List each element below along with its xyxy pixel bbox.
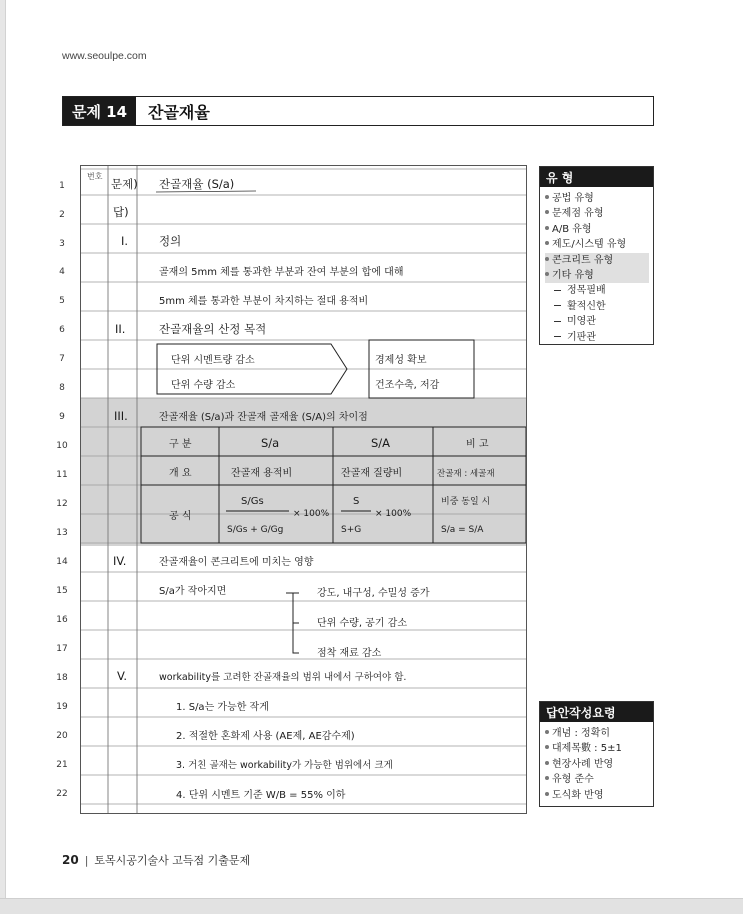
table-row2-label: 공 식 [169, 511, 192, 522]
dash-icon [554, 290, 561, 291]
table-row1-remark: 잔골재 : 세골재 [437, 469, 495, 479]
purpose-result-1: 경제성 확보 [375, 355, 427, 366]
row-number: 5 [59, 296, 65, 306]
guide-list [540, 722, 653, 807]
bullet-icon [545, 776, 549, 780]
problem-number: 문제 14 [63, 97, 136, 125]
type-item: A/B 유형 [545, 222, 649, 237]
row-number: 21 [56, 760, 68, 770]
section-5-number: V. [117, 669, 128, 683]
dash-icon [554, 305, 561, 306]
dash-icon [554, 336, 561, 337]
guideline-4: 4. 단위 시멘트 기준 W/B = 55% 이하 [176, 790, 346, 801]
table-header-remark: 비 고 [466, 439, 489, 450]
row-number: 12 [56, 499, 68, 509]
bullet-icon [545, 761, 549, 765]
type-list [540, 187, 653, 349]
table-row1-label: 개 요 [169, 468, 192, 479]
bullet-icon [545, 210, 549, 214]
section-3-title: 잔골재율 (S/a)과 잔골재 골재율 (S/A)의 차이점 [159, 412, 368, 423]
section-3-number: III. [114, 409, 128, 423]
purpose-item-1: 단위 시멘트량 감소 [171, 355, 255, 366]
guide-item: 개념 : 정확히 [545, 726, 649, 741]
guide-box-title: 답안작성요령 [540, 702, 653, 722]
type-box [539, 166, 654, 345]
page-bottom-edge [0, 898, 743, 914]
row-number: 4 [59, 267, 65, 277]
guide-item: 현장사례 반영 [545, 757, 649, 772]
row-number: 10 [56, 441, 68, 451]
row-number: 7 [59, 354, 65, 364]
type-item: 공법 유형 [545, 191, 649, 206]
guideline-2: 2. 적절한 혼화제 사용 (AE제, AE감수제) [176, 731, 355, 742]
effect-result-2: 단위 수량, 공기 감소 [317, 618, 407, 629]
table-header-category: 구 분 [169, 439, 192, 450]
bullet-icon [545, 226, 549, 230]
page-footer [62, 852, 250, 868]
sA-formula-numerator: S [353, 496, 360, 507]
effect-result-1: 강도, 내구성, 수밀성 증가 [317, 588, 430, 599]
effect-condition: S/a가 작아지면 [159, 586, 227, 597]
type-box-title: 유 형 [540, 167, 653, 187]
row-number: 18 [56, 673, 68, 683]
guide-item: 유형 준수 [545, 772, 649, 787]
guideline-3: 3. 거친 골재는 workability가 가능한 범위에서 크게 [176, 760, 393, 771]
row-number: 19 [56, 702, 68, 712]
section-4-number: IV. [113, 554, 127, 568]
footer-divider: | [84, 853, 89, 867]
type-item: 제도/시스템 유형 [545, 237, 649, 252]
row-number: 9 [59, 412, 65, 422]
purpose-item-2: 단위 수량 감소 [171, 380, 236, 391]
answer-sheet [80, 165, 527, 814]
section-1-number: I. [121, 234, 129, 248]
page-number: 20 [62, 853, 79, 867]
answer-mark: 답) [113, 205, 129, 219]
row-numbers [50, 165, 74, 814]
row-number: 3 [59, 239, 65, 249]
guideline-1: 1. S/a는 가능한 작게 [176, 702, 269, 713]
row-number: 22 [56, 789, 68, 799]
bullet-icon [545, 730, 549, 734]
sa-formula-numerator: S/Gs [241, 496, 264, 507]
type-sub-item: 정목필배 [545, 283, 649, 298]
sA-formula-multiplier: × 100% [375, 509, 412, 519]
row-number: 1 [59, 181, 65, 191]
number-column-label: 번호 [87, 172, 103, 181]
section-2-title: 잔골재율의 산정 목적 [159, 322, 267, 336]
type-sub-item: 미영관 [545, 314, 649, 329]
bullet-icon [545, 272, 549, 276]
type-item-highlighted: 콘크리트 유형 [545, 253, 649, 268]
guide-item: 대제목數 : 5±1 [545, 741, 649, 756]
row-number: 2 [59, 210, 65, 220]
table-header-sA: S/A [371, 436, 391, 450]
type-sub-item: 활적신한 [545, 299, 649, 314]
row-number: 14 [56, 557, 68, 567]
row-number: 8 [59, 383, 65, 393]
page-edge [0, 0, 6, 914]
section-4-title: 잔골재율이 콘크리트에 미치는 영향 [159, 557, 314, 568]
problem-header [62, 96, 654, 126]
row-number: 6 [59, 325, 65, 335]
effect-bracket [286, 593, 299, 653]
type-item-highlighted: 기타 유형 [545, 268, 649, 283]
definition-line-1: 골재의 5mm 체를 통과한 부분과 잔여 부분의 합에 대해 [159, 267, 404, 278]
section-2-number: II. [115, 322, 126, 336]
problem-mark: 문제) [111, 177, 138, 191]
remark-line-2: S/a = S/A [441, 525, 484, 535]
site-url[interactable]: www.seoulpe.com [62, 50, 147, 62]
row-number: 15 [56, 586, 68, 596]
problem-text: 잔골재율 (S/a) [159, 177, 235, 191]
sA-formula-denominator: S+G [341, 525, 362, 535]
bullet-icon [545, 792, 549, 796]
bullet-icon [545, 745, 549, 749]
sa-formula-denominator: S/Gs + G/Gg [227, 525, 284, 535]
section-1-title: 정의 [159, 234, 182, 248]
bullet-icon [545, 257, 549, 261]
sa-formula-multiplier: × 100% [293, 509, 330, 519]
section-5-title: workability를 고려한 잔골재율의 범위 내에서 구하여야 함. [159, 672, 407, 683]
row-number: 16 [56, 615, 68, 625]
guide-box [539, 701, 654, 807]
type-sub-item: 기판관 [545, 330, 649, 345]
effect-result-3: 점착 재료 감소 [317, 648, 382, 659]
remark-line-1: 비중 동일 시 [441, 497, 491, 507]
row-number: 13 [56, 528, 68, 538]
guide-item: 도식화 반영 [545, 788, 649, 803]
row-number: 20 [56, 731, 68, 741]
purpose-result-2: 건조수축, 저감 [375, 380, 440, 391]
table-row1-sa: 잔골재 용적비 [231, 468, 293, 479]
dash-icon [554, 321, 561, 322]
bullet-icon [545, 195, 549, 199]
table-header-sa: S/a [261, 436, 280, 450]
row-number: 17 [56, 644, 68, 654]
bullet-icon [545, 241, 549, 245]
definition-line-2: 5mm 체를 통과한 부분이 차지하는 절대 용적비 [159, 296, 369, 307]
problem-title: 잔골재율 [148, 102, 210, 122]
book-title: 토목시공기술사 고득점 기출문제 [94, 854, 251, 867]
table-row1-sA: 잔골재 질량비 [341, 468, 403, 479]
row-number: 11 [56, 470, 68, 480]
type-item: 문제점 유형 [545, 206, 649, 221]
answer-sheet-drawing [81, 166, 527, 814]
